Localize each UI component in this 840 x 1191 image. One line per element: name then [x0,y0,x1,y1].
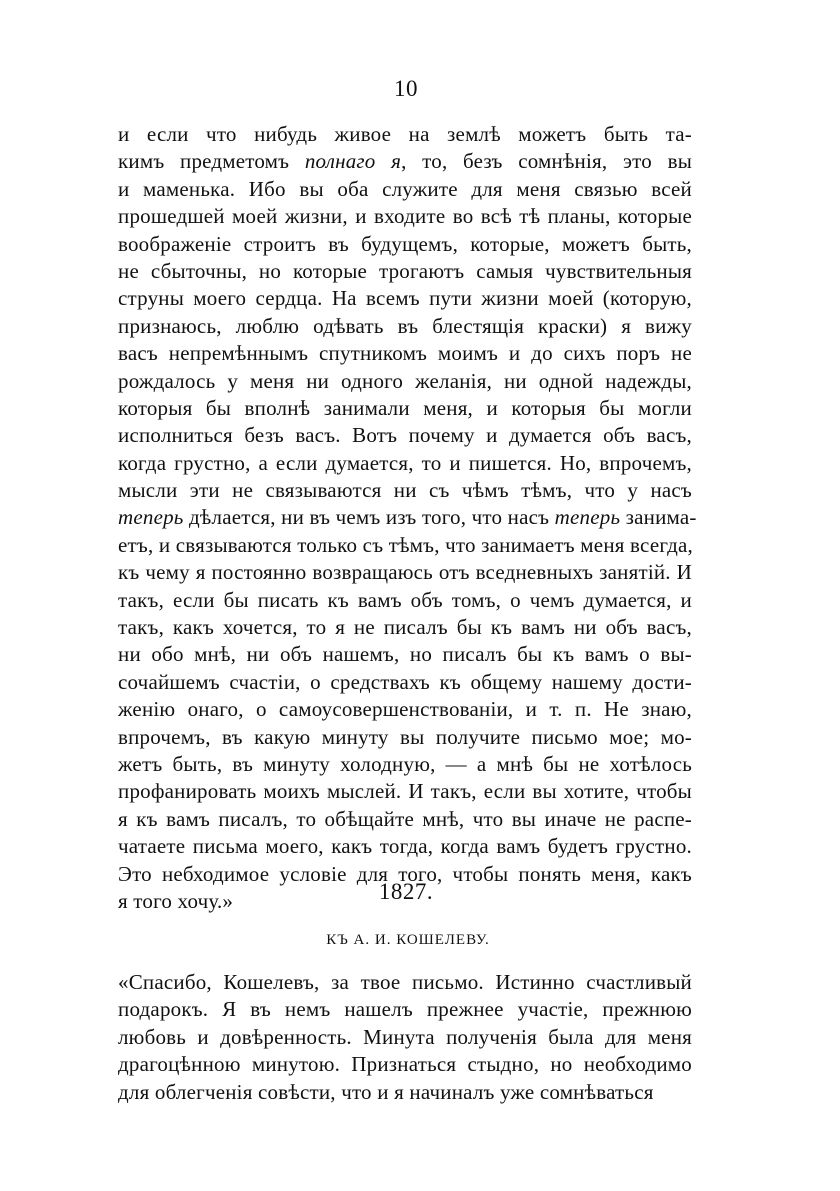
text-line [118,450,692,477]
text-line [118,422,692,449]
text-segment: любовь и довѣренность. Минута полученія была для меня [118,1024,692,1049]
text-line [118,587,692,614]
text-line [118,833,692,860]
text-line [118,669,692,696]
text-segment: прошедшей моей жизни, и входите во всѣ тѣ планы, которые [118,204,692,229]
text-segment: дѣлается, ни въ чемъ изъ того, что насъ [183,505,555,530]
letter-text-new [118,969,692,1106]
text-line [118,176,692,203]
text-line [118,559,692,586]
letter-addressee-heading: КЪ А. И. КОШЕЛЕВУ. [326,932,490,948]
text-segment: чатаете письма моего, какъ тогда, когда вамъ будетъ грустно. [118,834,692,859]
text-segment: воображеніе строитъ въ будущемъ, которые, можетъ быть, [118,231,692,256]
text-line [118,285,692,312]
letter-text-continued [118,121,697,915]
text-line [118,1079,692,1106]
text-segment: не сбыточны, но которые трогаютъ самыя чувствительныя [118,258,692,283]
text-line [118,641,692,668]
text-line [118,806,692,833]
text-line [118,751,692,778]
text-line [118,696,692,723]
text-segment: жетъ быть, въ минуту холодную, — а мнѣ бы не хотѣлось [118,751,692,776]
page-number: 10 [394,76,418,101]
text-segment: драгоцѣнною минутою. Признаться стыдно, но необходимо [118,1052,692,1077]
text-segment: для облегченія совѣсти, что и я начиналъ уже сомнѣваться [118,1079,654,1104]
text-segment: такъ, какъ хочется, то я не писалъ бы къ вамъ ни объ васъ, [118,615,692,640]
text-segment: исполниться безъ васъ. Вотъ почему и думается объ васъ, [118,423,692,448]
text-line [118,231,692,258]
text-segment: такъ, если бы писать къ вамъ объ томъ, о чемъ думается, и [118,587,692,612]
text-segment: женію онаго, о самоусовершенствованіи, и т. п. Не знаю, [118,697,692,722]
text-segment: впрочемъ, въ какую минуту вы получите письмо мое; мо- [118,724,692,749]
text-line [118,969,692,996]
text-line [118,778,692,805]
text-line [118,614,692,641]
text-line [118,148,692,175]
text-segment: Это небходимое условіе для того, чтобы понять меня, какъ [118,861,692,886]
text-segment: которыя бы вполнѣ занимали меня, и которыя бы могли [118,395,692,420]
text-segment: васъ непремѣннымъ спутникомъ моимъ и до сихъ поръ не [118,341,692,366]
text-segment: , то, безъ сомнѣнія, это вы [401,149,692,174]
text-line [118,395,692,422]
text-line [118,724,692,751]
text-segment: ни обо мнѣ, ни объ нашемъ, но писалъ бы къ вамъ о вы- [118,642,692,667]
text-segment: и маменька. Ибо вы оба служите для меня связью всей [118,176,692,201]
italic-emphasis: теперь [554,505,621,530]
text-segment: и если что нибудь живое на землѣ можетъ быть та- [118,122,692,146]
italic-emphasis: полнаго я [304,149,402,174]
text-line [118,258,692,285]
text-segment: профанировать моихъ мыслей. И такъ, если вы хотите, чтобы [118,779,692,804]
text-line [118,532,692,559]
text-line [118,477,692,504]
text-line [118,203,692,230]
text-segment: подарокъ. Я въ немъ нашелъ прежнее участіе, прежнюю [118,997,692,1022]
text-segment: я къ вамъ писалъ, то обѣщайте мнѣ, что вы иначе не распе- [118,806,692,831]
text-segment: когда грустно, а если думается, то и пишется. Но, впрочемъ, [118,450,692,475]
text-line [118,504,697,531]
text-line [118,1051,692,1078]
text-segment: рождалось у меня ни одного желанія, ни одной надежды, [118,368,692,393]
text-line [118,368,692,395]
text-segment: я того хочу.» [118,888,234,913]
text-segment: признаюсь, люблю одѣвать въ блестящія краски) я вижу [118,313,692,338]
text-segment: занима- [620,505,697,530]
text-segment: струны моего сердца. На всемъ пути жизни моей (которую, [118,286,692,311]
italic-emphasis: теперь [118,505,184,530]
text-segment: етъ, и связываются только съ тѣмъ, что занимаетъ меня всегда, [118,532,693,557]
text-segment: кимъ предметомъ [118,149,305,174]
text-segment: «Спасибо, Кошелевъ, за твое письмо. Истинно счастливый [118,970,692,994]
text-segment: сочайшемъ счастіи, о средствахъ къ общему нашему дости- [118,669,692,694]
text-segment: къ чему я постоянно возвращаюсь отъ вседневныхъ занятій. И [118,560,692,585]
text-line [118,313,692,340]
year-heading: 1827. [378,879,434,904]
text-line [118,340,692,367]
text-segment: мысли эти не связываются ни съ чѣмъ тѣмъ, что у насъ [118,478,692,503]
text-line [118,121,692,148]
text-line [118,996,692,1023]
text-line [118,1024,692,1051]
